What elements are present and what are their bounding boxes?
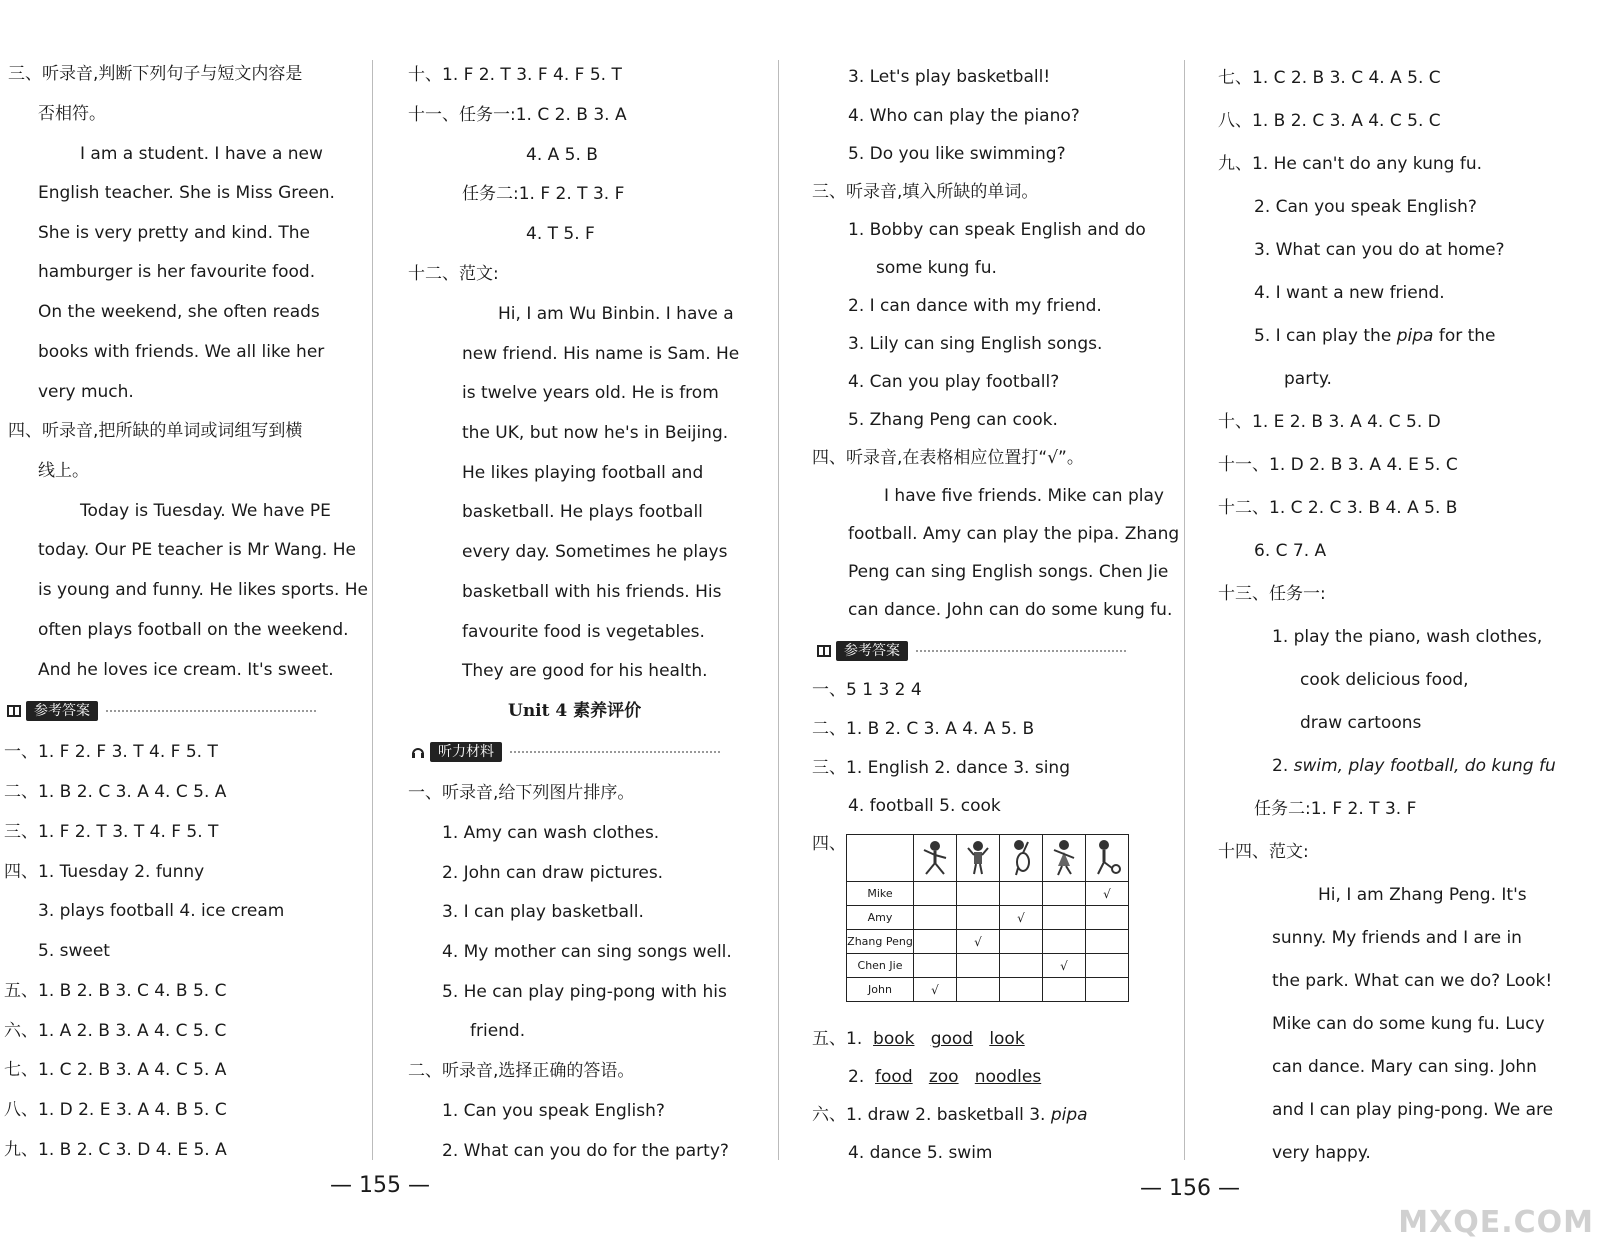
passage-line: can dance. John can do some kung fu. bbox=[848, 600, 1173, 620]
underlined-word: noodles bbox=[974, 1067, 1042, 1087]
answer-line: 5. sweet bbox=[38, 941, 110, 961]
essay-line: Hi, I am Wu Binbin. I have a bbox=[498, 304, 734, 324]
section-3-title: 三、听录音,判断下列句子与短文内容是 bbox=[8, 64, 303, 84]
answer-line: 十一、1. D 2. B 3. A 4. E 5. C bbox=[1218, 455, 1458, 475]
essay-line: He likes playing football and bbox=[462, 463, 704, 483]
answer-line: 六、1. A 2. B 3. A 4. C 5. C bbox=[4, 1021, 227, 1041]
column-divider bbox=[1184, 60, 1185, 1160]
answer-label: 2. bbox=[1272, 756, 1289, 776]
answer-line: 九、1. He can't do any kung fu. bbox=[1218, 154, 1483, 174]
listening-line: 5. He can play ping-pong with his bbox=[442, 982, 727, 1002]
answer-line: 4. T 5. F bbox=[526, 224, 595, 244]
row-name: Chen Jie bbox=[847, 954, 914, 978]
table-cell bbox=[1043, 906, 1086, 930]
unit-title: Unit 4 素养评价 bbox=[508, 701, 642, 721]
listening-line: 1. Amy can wash clothes. bbox=[442, 823, 660, 843]
listening-line: 1. Bobby can speak English and do bbox=[848, 220, 1146, 240]
answer-line: 3. plays football 4. ice cream bbox=[38, 901, 285, 921]
listening-line: 1. Can you speak English? bbox=[442, 1101, 665, 1121]
table-cell bbox=[1043, 978, 1086, 1002]
page-number: — 155 — bbox=[330, 1173, 430, 1198]
passage-line: Peng can sing English songs. Chen Jie bbox=[848, 562, 1169, 582]
table-cell bbox=[1043, 882, 1086, 906]
listening-line: 5. Do you like swimming? bbox=[848, 144, 1066, 164]
row-name: John bbox=[847, 978, 914, 1002]
answer-text: 5. I can play the bbox=[1254, 326, 1392, 346]
answer-italic: pipa bbox=[1396, 326, 1434, 346]
passage-line: And he loves ice cream. It's sweet. bbox=[38, 660, 334, 680]
answer-line: 任务二:1. F 2. T 3. F bbox=[1254, 799, 1417, 819]
answer-line: 八、1. B 2. C 3. A 4. C 5. C bbox=[1218, 111, 1441, 131]
listening-line: 2. John can draw pictures. bbox=[442, 863, 664, 883]
answer-label: 2. bbox=[848, 1067, 865, 1087]
table-cell bbox=[914, 906, 957, 930]
passage-line: I have five friends. Mike can play bbox=[884, 486, 1164, 506]
listening-line: 4. Can you play football? bbox=[848, 372, 1060, 392]
table-cell bbox=[1086, 930, 1129, 954]
section-4-title-cont: 线上。 bbox=[38, 461, 89, 481]
dotted-rule bbox=[916, 650, 1126, 652]
table-cell bbox=[1000, 954, 1043, 978]
answer-line bbox=[812, 1027, 1025, 1051]
listening-line: 2. I can dance with my friend. bbox=[848, 296, 1102, 316]
table-cell bbox=[1086, 978, 1129, 1002]
table-row bbox=[847, 954, 1129, 978]
answer-line: 十、1. F 2. T 3. F 4. F 5. T bbox=[408, 65, 622, 85]
table-cell bbox=[1000, 882, 1043, 906]
dotted-rule bbox=[510, 751, 720, 753]
answer-text: for the bbox=[1438, 326, 1496, 346]
answer-line: 一、5 1 3 2 4 bbox=[812, 680, 922, 700]
answer-line: 4. I want a new friend. bbox=[1254, 283, 1445, 303]
headphones-icon bbox=[410, 744, 426, 760]
book-icon bbox=[6, 703, 22, 719]
table-cell bbox=[1000, 930, 1043, 954]
underlined-word: look bbox=[989, 1029, 1025, 1049]
table-row bbox=[847, 906, 1129, 930]
listening-line: 3. Let's play basketball! bbox=[848, 67, 1051, 87]
check-mark: √ bbox=[1086, 882, 1129, 906]
pipa-icon bbox=[1000, 835, 1043, 882]
passage-line: She is very pretty and kind. The bbox=[38, 223, 310, 243]
listening-line: 3. Lily can sing English songs. bbox=[848, 334, 1103, 354]
passage-line: Today is Tuesday. We have PE bbox=[80, 501, 331, 521]
essay-line: very happy. bbox=[1272, 1143, 1371, 1163]
check-mark: √ bbox=[914, 978, 957, 1002]
answer-italic: pipa bbox=[1050, 1105, 1088, 1125]
essay-line: the park. What can we do? Look! bbox=[1272, 971, 1553, 991]
table-cell bbox=[914, 954, 957, 978]
answer-line: 七、1. C 2. B 3. C 4. A 5. C bbox=[1218, 68, 1441, 88]
answer-line: 6. C 7. A bbox=[1254, 541, 1327, 561]
answer-line: party. bbox=[1284, 369, 1332, 389]
answer-line: 4. A 5. B bbox=[526, 145, 598, 165]
answer-line bbox=[1254, 324, 1496, 348]
answer-line: 4. football 5. cook bbox=[848, 796, 1001, 816]
dancing-icon bbox=[1043, 835, 1086, 882]
column-1 bbox=[0, 0, 368, 1244]
answer-line: cook delicious food, bbox=[1300, 670, 1469, 690]
passage-line: hamburger is her favourite food. bbox=[38, 262, 316, 282]
dotted-rule bbox=[106, 710, 316, 712]
column-divider bbox=[372, 60, 373, 1160]
listening-line: 3. I can play basketball. bbox=[442, 902, 644, 922]
answer-line: 3. What can you do at home? bbox=[1254, 240, 1505, 260]
row-name: Amy bbox=[847, 906, 914, 930]
passage-line: On the weekend, she often reads bbox=[38, 302, 320, 322]
badge-label: 听力材料 bbox=[430, 742, 502, 762]
row-name: Zhang Peng bbox=[847, 930, 914, 954]
answer-line: 2. Can you speak English? bbox=[1254, 197, 1477, 217]
essay-line: sunny. My friends and I are in bbox=[1272, 928, 1522, 948]
listening-line: 2. What can you do for the party? bbox=[442, 1141, 729, 1161]
essay-line: basketball with his friends. His bbox=[462, 582, 722, 602]
essay-line: basketball. He plays football bbox=[462, 502, 703, 522]
answer-line: 七、1. C 2. B 3. A 4. C 5. A bbox=[4, 1060, 227, 1080]
table-cell bbox=[1043, 930, 1086, 954]
section-2-title: 二、听录音,选择正确的答语。 bbox=[408, 1061, 635, 1081]
listening-line: 4. Who can play the piano? bbox=[848, 106, 1080, 126]
check-mark: √ bbox=[1000, 906, 1043, 930]
passage-line: very much. bbox=[38, 382, 134, 402]
watermark-logo: MXQE.COM bbox=[1398, 1205, 1594, 1240]
essay-line: Hi, I am Zhang Peng. It's bbox=[1318, 885, 1527, 905]
answer-line: 4. dance 5. swim bbox=[848, 1143, 993, 1163]
answer-line: 二、1. B 2. C 3. A 4. A 5. B bbox=[812, 719, 1035, 739]
essay-line: and I can play ping-pong. We are bbox=[1272, 1100, 1554, 1120]
table-cell bbox=[1000, 978, 1043, 1002]
section-3-title-cont: 否相符。 bbox=[38, 104, 106, 124]
underlined-word: book bbox=[873, 1029, 915, 1049]
answer-line: 八、1. D 2. E 3. A 4. B 5. C bbox=[4, 1100, 227, 1120]
table-row bbox=[847, 930, 1129, 954]
kung-fu-icon bbox=[914, 835, 957, 882]
answer-line: 十三、任务一: bbox=[1218, 584, 1326, 604]
listening-line: some kung fu. bbox=[876, 258, 997, 278]
answer-line: 五、1. B 2. B 3. C 4. B 5. C bbox=[4, 981, 227, 1001]
answer-line: 二、1. B 2. C 3. A 4. C 5. A bbox=[4, 782, 227, 802]
badge-label: 参考答案 bbox=[26, 701, 98, 721]
table-cell bbox=[957, 954, 1000, 978]
answer-line: 九、1. B 2. C 3. D 4. E 5. A bbox=[4, 1140, 227, 1160]
underlined-word: good bbox=[930, 1029, 974, 1049]
football-icon bbox=[1086, 835, 1129, 882]
answer-label: 四、 bbox=[812, 834, 846, 854]
passage-line: football. Amy can play the pipa. Zhang bbox=[848, 524, 1180, 544]
section-3-title: 三、听录音,填入所缺的单词。 bbox=[812, 182, 1039, 202]
section-14-title: 十四、范文: bbox=[1218, 842, 1309, 862]
essay-line: favourite food is vegetables. bbox=[462, 622, 705, 642]
passage-line: is young and funny. He likes sports. He bbox=[38, 580, 368, 600]
essay-line: is twelve years old. He is from bbox=[462, 383, 719, 403]
answer-line: 1. play the piano, wash clothes, bbox=[1272, 627, 1543, 647]
passage-line: often plays football on the weekend. bbox=[38, 620, 349, 640]
singing-icon bbox=[957, 835, 1000, 882]
essay-line: new friend. His name is Sam. He bbox=[462, 344, 740, 364]
answer-line: 十二、范文: bbox=[408, 264, 499, 284]
answer-line bbox=[1272, 754, 1556, 778]
check-table bbox=[846, 834, 1129, 1002]
listening-line: friend. bbox=[470, 1021, 526, 1041]
table-cell bbox=[957, 978, 1000, 1002]
answer-label: 五、1. bbox=[812, 1029, 863, 1049]
section-1-title: 一、听录音,给下列图片排序。 bbox=[408, 783, 635, 803]
section-4-title: 四、听录音,把所缺的单词或词组写到横 bbox=[8, 421, 303, 441]
essay-line: every day. Sometimes he plays bbox=[462, 542, 728, 562]
answer-line: 十二、1. C 2. C 3. B 4. A 5. B bbox=[1218, 498, 1458, 518]
listening-badge bbox=[410, 741, 720, 763]
answer-line: 一、1. F 2. F 3. T 4. F 5. T bbox=[4, 742, 218, 762]
column-3 bbox=[790, 0, 1180, 1244]
section-4-title: 四、听录音,在表格相应位置打“√”。 bbox=[812, 448, 1084, 468]
table-row bbox=[847, 978, 1129, 1002]
answer-line: 任务二:1. F 2. T 3. F bbox=[462, 184, 625, 204]
listening-line: 5. Zhang Peng can cook. bbox=[848, 410, 1058, 430]
answer-line: 三、1. English 2. dance 3. sing bbox=[812, 758, 1070, 778]
check-mark: √ bbox=[957, 930, 1000, 954]
essay-line: They are good for his health. bbox=[462, 661, 708, 681]
badge-label: 参考答案 bbox=[836, 641, 908, 661]
essay-line: Mike can do some kung fu. Lucy bbox=[1272, 1014, 1545, 1034]
check-mark: √ bbox=[1043, 954, 1086, 978]
table-cell bbox=[914, 882, 957, 906]
book-icon bbox=[816, 643, 832, 659]
table-header-row bbox=[847, 835, 1129, 882]
answer-line: 三、1. F 2. T 3. T 4. F 5. T bbox=[4, 822, 219, 842]
listening-line: 4. My mother can sing songs well. bbox=[442, 942, 732, 962]
table-cell bbox=[914, 930, 957, 954]
table-cell bbox=[957, 906, 1000, 930]
page-number: — 156 — bbox=[1140, 1176, 1240, 1201]
table-cell bbox=[1086, 954, 1129, 978]
table-cell bbox=[957, 882, 1000, 906]
passage-line: books with friends. We all like her bbox=[38, 342, 325, 362]
table-row bbox=[847, 882, 1129, 906]
answer-line bbox=[812, 1103, 1088, 1127]
underlined-word: zoo bbox=[928, 1067, 959, 1087]
answer-italic: swim, play football, do kung fu bbox=[1293, 756, 1556, 776]
answer-line: 十、1. E 2. B 3. A 4. C 5. D bbox=[1218, 412, 1441, 432]
column-2 bbox=[330, 0, 770, 1244]
essay-line: the UK, but now he's in Beijing. bbox=[462, 423, 729, 443]
passage-line: I am a student. I have a new bbox=[80, 144, 323, 164]
column-4 bbox=[1140, 0, 1600, 1244]
row-name: Mike bbox=[847, 882, 914, 906]
answers-badge bbox=[6, 700, 316, 722]
underlined-word: food bbox=[875, 1067, 913, 1087]
answer-line: draw cartoons bbox=[1300, 713, 1422, 733]
answers-badge bbox=[816, 640, 1126, 662]
table-corner bbox=[847, 835, 914, 882]
essay-line: can dance. Mary can sing. John bbox=[1272, 1057, 1537, 1077]
answer-line bbox=[848, 1065, 1041, 1089]
answer-text: 六、1. draw 2. basketball 3. bbox=[812, 1105, 1046, 1125]
passage-line: today. Our PE teacher is Mr Wang. He bbox=[38, 540, 356, 560]
answer-line: 四、1. Tuesday 2. funny bbox=[4, 862, 205, 882]
column-divider bbox=[778, 60, 779, 1160]
answer-line: 十一、任务一:1. C 2. B 3. A bbox=[408, 105, 627, 125]
table-cell bbox=[1086, 906, 1129, 930]
passage-line: English teacher. She is Miss Green. bbox=[38, 183, 335, 203]
